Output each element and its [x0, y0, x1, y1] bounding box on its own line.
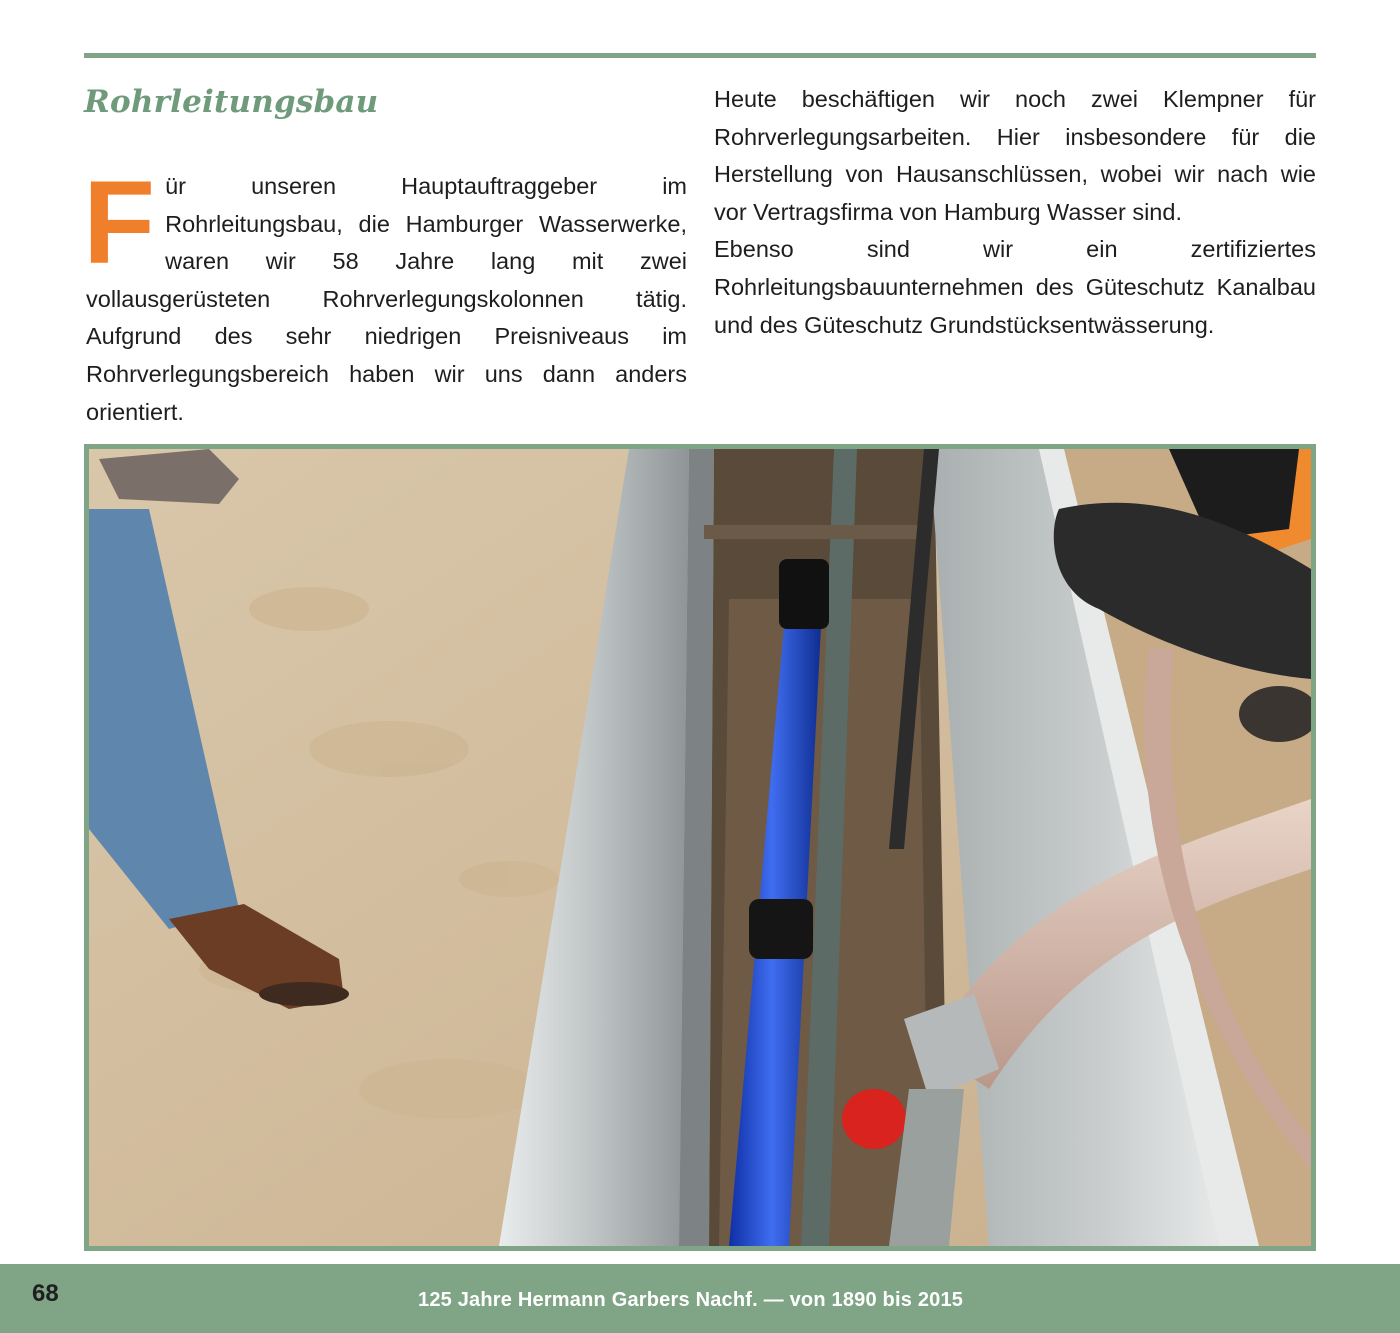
left-column-text: ür unseren Hauptauftraggeber im Rohrleitungsbau, die Hamburger Wasserwerke, waren wir 58 Jahre lang mit zwei vollausgerüsteten Rohrverlegungskolonnen tätig. Aufgrund des sehr niedrigen Preisniveaus im Rohrverlegungsbereich haben wir uns dann anders orientiert.: [86, 173, 687, 425]
top-rule: [84, 53, 1316, 58]
footer-title: 125 Jahre Hermann Garbers Nachf. — von 1890 bis 2015: [418, 1289, 964, 1311]
right-column: [714, 81, 1316, 344]
drop-cap: F: [83, 157, 156, 289]
right-paragraph-1: Heute beschäftigen wir noch zwei Klempner für Rohrverlegungsarbeiten. Hier insbesondere für die Herstellung von Hausanschlüssen, wobei wir nach wie vor Vertragsfirma von Hamburg Wasser sind.: [714, 86, 1316, 225]
page-number: 68: [32, 1280, 59, 1307]
left-column: [83, 157, 687, 431]
right-paragraph-2: Ebenso sind wir ein zertifiziertes Rohrleitungsbauunternehmen des Güteschutz Kanalbau und des Güteschutz Grundstücksentwässerung.: [714, 236, 1316, 338]
section-heading: Rohrleitungsbau: [84, 84, 379, 120]
trench-photo-illustration: [89, 449, 1311, 1246]
trench-photo: [84, 444, 1316, 1251]
